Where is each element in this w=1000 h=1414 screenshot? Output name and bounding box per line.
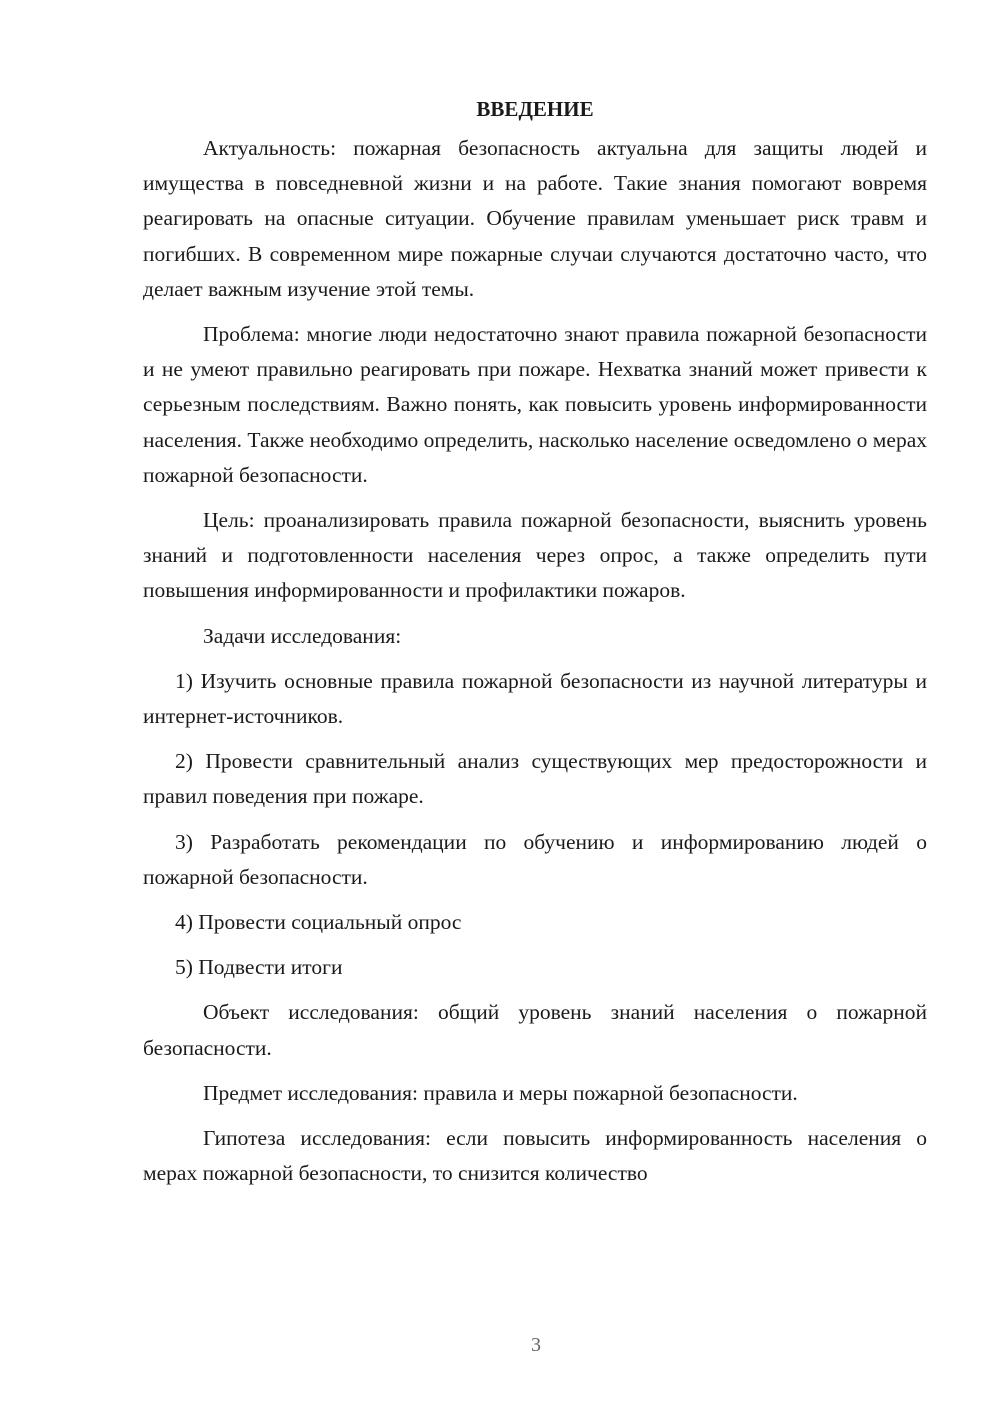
paragraph-subject: Предмет исследования: правила и меры пожарной безопасности. <box>203 1080 798 1105</box>
task-item-1: 1) Изучить основные правила пожарной безопасности из научной литературы и интернет-источников. <box>143 668 927 729</box>
document-body <box>143 92 927 1191</box>
paragraph-relevance: Актуальность: пожарная безопасность актуальна для защиты людей и имущества в повседневной жизни и на работе. Такие знания помогают вовремя реагировать на опасные ситуации. Обучение правилам уменьшает риск травм и погибших. В современном мире пожарные случаи случаются достаточно часто, что делает важным изучение этой темы. <box>143 136 927 301</box>
task-item-2: 2) Провести сравнительный анализ существующих мер предосторожности и правил поведения при пожаре. <box>143 749 927 809</box>
section-title: ВВЕДЕНИЕ <box>476 97 594 121</box>
paragraph-tasks-heading: Задачи исследования: <box>203 623 402 648</box>
task-item-4: 4) Провести социальный опрос <box>175 910 462 935</box>
task-item-5: 5) Подвести итоги <box>175 955 343 980</box>
page-number: 3 <box>531 1334 541 1356</box>
paragraph-problem: Проблема: многие люди недостаточно знают правила пожарной безопасности и не умеют правильно реагировать при пожаре. Нехватка знаний может привести к серьезным последствиям. Важно понять, как повысить уровень информированности населения. Также необходимо определить, насколько население осведомлено о мерах пожарной безопасности. <box>143 322 927 487</box>
task-item-3: 3) Разработать рекомендации по обучению и информированию людей о пожарной безопасности. <box>143 829 927 889</box>
paragraph-hypothesis: Гипотеза исследования: если повысить информированность населения о мерах пожарной безопасности, то снизится количество <box>143 1126 927 1186</box>
paragraph-goal: Цель: проанализировать правила пожарной безопасности, выяснить уровень знаний и подготовленности населения через опрос, а также определить пути повышения информированности и профилактики пожаров. <box>143 508 927 603</box>
paragraph-object: Объект исследования: общий уровень знаний населения о пожарной безопасности. <box>143 1000 927 1060</box>
